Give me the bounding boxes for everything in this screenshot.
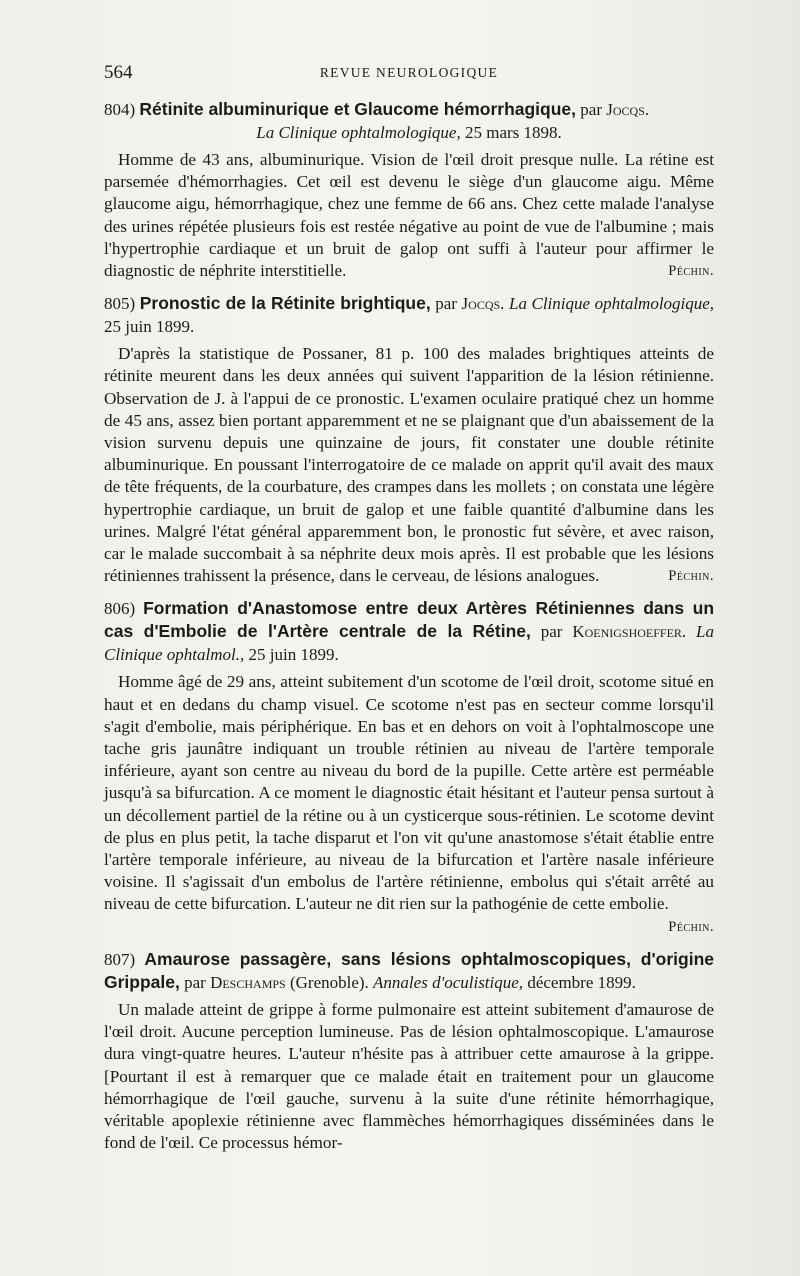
article-805 (104, 292, 714, 587)
article-date: décembre 1899. (527, 972, 636, 992)
article-date: 25 juin 1899. (248, 645, 339, 665)
author-location: (Grenoble). (289, 972, 369, 992)
article-body-text: Un malade atteint de grippe à forme pulmonaire est atteint subitement d'amaurose de l'œil droit. Aucune perception lumineuse. Pas de lésion ophtalmoscopique. L'amaurose dura vingt-quatre heures. L'auteur n'hésite pas à attribuer cette amaurose à la grippe. [Pourtant il est à remarquer que ce malade était en traitement pour un glaucome hémorrhagique de l'œil gauche, survenu à la suite d'une rétinite hémorrhagique, véritable apoplexie rétinienne avec flammèches hémorrhagiques disséminées dans le fond de l'œil. Ce processus hémor- (104, 999, 714, 1153)
article-body (104, 999, 714, 1154)
article-signature: Péchin. (668, 568, 714, 585)
by-word: par (435, 294, 457, 314)
article-title: Rétinite albuminurique et Glaucome hémorrhagique, (139, 99, 577, 119)
article-date: 25 juin 1899. (104, 317, 195, 337)
article-body-text: Homme âgé de 29 ans, atteint subitement d'un scotome de l'œil droit, scotome situé en haut et en dedans du champ visuel. Ce scotome n'est pas en secteur comme lorsqu'il s'agit d'embolie, mais périphérique. En bas et en dehors on voit à l'ophtalmoscope une tache gris jaunâtre indiquant un trouble rétinien au niveau de l'artère temporale inférieure, ayant son centre au niveau du bord de la pupille. Cette artère est perméable jusqu'à sa bifurcation. A ce moment le diagnostic était hésitant et l'auteur pensa surtout à un décollement partiel de la rétine ou à un cysticerque sous-rétinien. Le scotome devint de plus en plus petit, la tache disparut et l'on vit qu'une anastomose s'était établie entre l'artère temporale inférieure, au niveau de la bifurcation et l'artère nasale inférieure voisine. Il s'agissait d'un embolus de l'artère rétinienne, embolus qui s'était arrêté au niveau de cette bifurcation. L'auteur ne dit rien sur la pathogénie de cette embolie. (104, 672, 714, 914)
article-author: Deschamps (210, 972, 286, 992)
running-header (104, 62, 714, 86)
article-title: Formation d'Anastomose entre deux Artères Rétiniennes dans un cas d'Embolie de l'Artère centrale de la Rétine, (104, 598, 715, 642)
article-date: 25 mars 1898. (464, 123, 562, 142)
article-body (104, 671, 714, 937)
page-number: 564 (104, 62, 133, 83)
page-content (104, 98, 714, 1164)
by-word: par (184, 972, 206, 992)
article-title: Amaurose passagère, sans lésions ophtalmoscopiques, d'origine Grippale, (104, 948, 714, 992)
article-author: Koenigshoeffer. (572, 622, 687, 642)
article-heading (104, 292, 714, 338)
article-number: 807) (104, 949, 136, 969)
article-source: La Clinique ophtalmol., (104, 622, 715, 665)
article-804 (104, 98, 714, 282)
article-body-text: D'après la statistique de Possaner, 81 p. 100 des malades brightiques atteints de rétinite meurent dans les deux années qui suivent l'apparition de la lésion rétinienne. Observation de J. à l'appui de ce pronostic. L'examen oculaire pratiqué chez un homme de 45 ans, assez bien portant apparemment et ne se plaignant que d'un abaissement de la vision survenu depuis une quinzaine de jours, fit constater une double rétinite albuminurique. En poussant l'interrogatoire de ce malade on apprit qu'il avait des maux de tête fréquents, de la courbature, des crampes dans les mollets ; on constata une légère hypertrophie cardiaque, un bruit de galop et une faible quantité d'albumine dans les urines. Malgré l'état général apparemment bon, le pronostic fut sévère, et avec raison, car le malade succombait à sa néphrite deux mois après. Il est probable que les lésions rétiniennes trahissent la présence, dans le cerveau, de lésions analogues. (104, 344, 714, 586)
article-body (104, 149, 714, 282)
journal-title: REVUE NEUROLOGIQUE (319, 65, 499, 80)
article-source: La Clinique ophtalmologique, (256, 123, 461, 142)
article-806 (104, 597, 714, 937)
article-citation (104, 121, 714, 144)
article-body (104, 343, 714, 587)
article-source: La Clinique ophtalmologique, (508, 294, 715, 314)
by-word: par (580, 100, 602, 119)
article-807 (104, 948, 714, 1154)
by-word: par (540, 622, 563, 642)
article-signature: Péchin. (668, 263, 714, 280)
article-source: Annales d'oculistique, (373, 972, 524, 992)
article-title: Pronostic de la Rétinite brightique, (139, 293, 431, 314)
article-number: 806) (104, 599, 136, 619)
article-signature: Péchin. (668, 918, 714, 935)
article-heading (104, 98, 714, 144)
article-heading (104, 948, 714, 994)
article-heading (104, 597, 714, 666)
article-author: Jocqs. (461, 294, 505, 314)
article-body-text: Homme de 43 ans, albuminurique. Vision de l'œil droit presque nulle. La rétine est parsemée d'hémorrhagies. Cet œil est devenu le siège d'un glaucome aigu. Même glaucome aigu, hémorrhagique, chez une femme de 66 ans. Chez cette malade l'analyse des urines répétée plusieurs fois est restée négative au point de vue de l'albumine ; mais l'hypertrophie cardiaque et un bruit de galop ont suffi à l'auteur pour affirmer le diagnostic de néphrite interstitielle. (104, 150, 714, 281)
article-number: 805) (104, 294, 136, 314)
article-number: 804) (104, 100, 136, 119)
article-author: Jocqs. (606, 100, 650, 119)
